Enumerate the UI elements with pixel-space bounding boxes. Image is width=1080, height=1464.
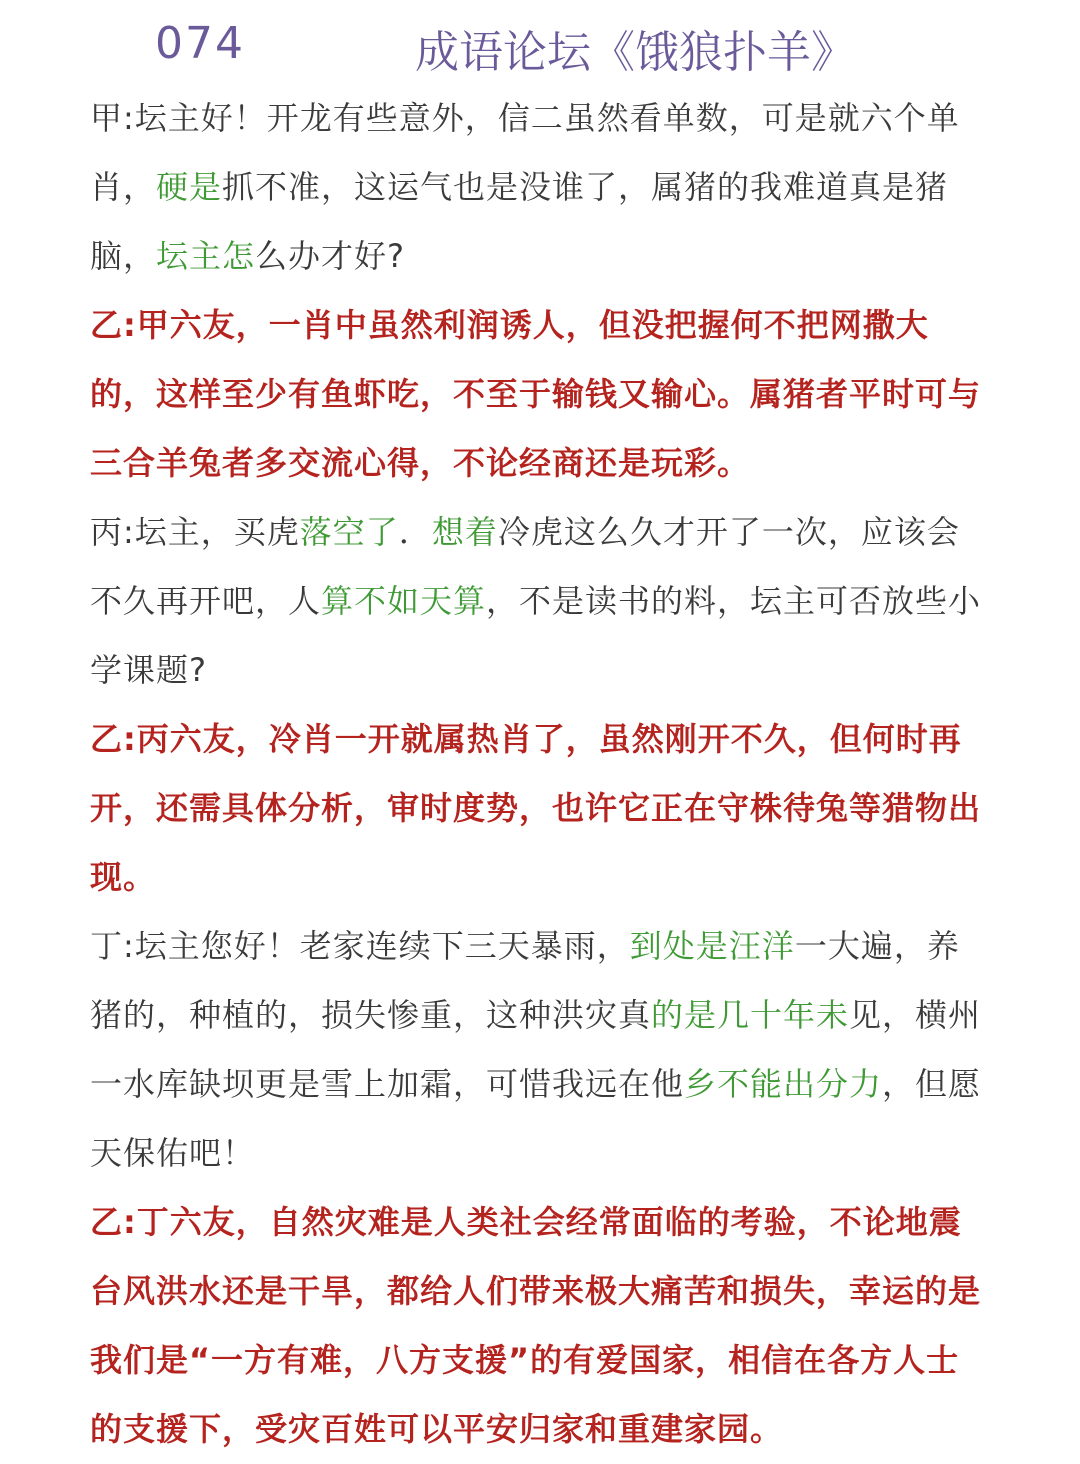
page-title: 成语论坛《饿狼扑羊》: [415, 27, 855, 78]
question-paragraph: [90, 498, 990, 705]
text-segment: 抓不准，这运气也是没谁了，属猪的我难道真是猪脑，: [90, 168, 949, 275]
text-segment: ，不是读书的料，坛主可否放些小学课题?: [90, 582, 982, 689]
text-segment: 乙:丁六友，自然灾难是人类社会经常面临的考验，不论地震台风洪水还是干旱，都给人们带来极大痛苦和损失，幸运的是我们是“一方有难，八方支援”的有爱国家，相信在各方人士的支援下，受灾百姓可以平安归家和重建家园。: [90, 1203, 982, 1448]
highlight-segment: 算不如天算: [321, 582, 487, 620]
dialogue-content: [90, 84, 990, 1464]
highlight-segment: 到处是汪洋: [629, 927, 795, 965]
highlight-segment: 乡不能出分力: [684, 1065, 883, 1103]
text-segment: 甲:坛主好！开龙有些意外，信二虽然看单数，可是就六个单肖，: [90, 99, 960, 206]
text-segment: 丁:坛主您好！老家连续下三天暴雨，: [90, 927, 630, 965]
text-segment: 乙:丙六友，冷肖一开就属热肖了，虽然刚开不久，但何时再开，还需具体分析，审时度势，也许它正在守株待兔等猎物出现。: [90, 720, 982, 896]
header: [0, 12, 1080, 82]
text-segment: 见，横州一水库缺坝更是雪上加霜，可惜我远在他: [90, 996, 982, 1103]
highlight-segment: 的是几十年未: [651, 996, 850, 1034]
text-segment: 一大遍，养猪的，种植的，损失惨重，这种洪灾真: [90, 927, 960, 1034]
answer-paragraph: [90, 705, 990, 912]
question-paragraph: [90, 84, 990, 291]
text-segment: 冷虎这么久才开了一次，应该会不久再开吧，人: [90, 513, 960, 620]
text-segment: 么办才好?: [255, 237, 406, 275]
text-segment: ．: [398, 513, 432, 551]
answer-paragraph: [90, 291, 990, 498]
answer-paragraph: [90, 1188, 990, 1464]
text-segment: ，但愿天保佑吧！: [90, 1065, 982, 1172]
text-segment: 乙:甲六友，一肖中虽然利润诱人，但没把握何不把网撒大的，这样至少有鱼虾吃，不至于输钱又输心。属猪者平时可与三合羊兔者多交流心得，不论经商还是玩彩。: [90, 306, 982, 482]
highlight-segment: 想着: [431, 513, 498, 551]
highlight-segment: 落空了: [299, 513, 399, 551]
highlight-segment: 坛主怎: [156, 237, 256, 275]
question-paragraph: [90, 912, 990, 1188]
highlight-segment: 硬是: [156, 168, 223, 206]
text-segment: 丙:坛主，买虎: [90, 513, 300, 551]
issue-number: 074: [155, 18, 245, 69]
